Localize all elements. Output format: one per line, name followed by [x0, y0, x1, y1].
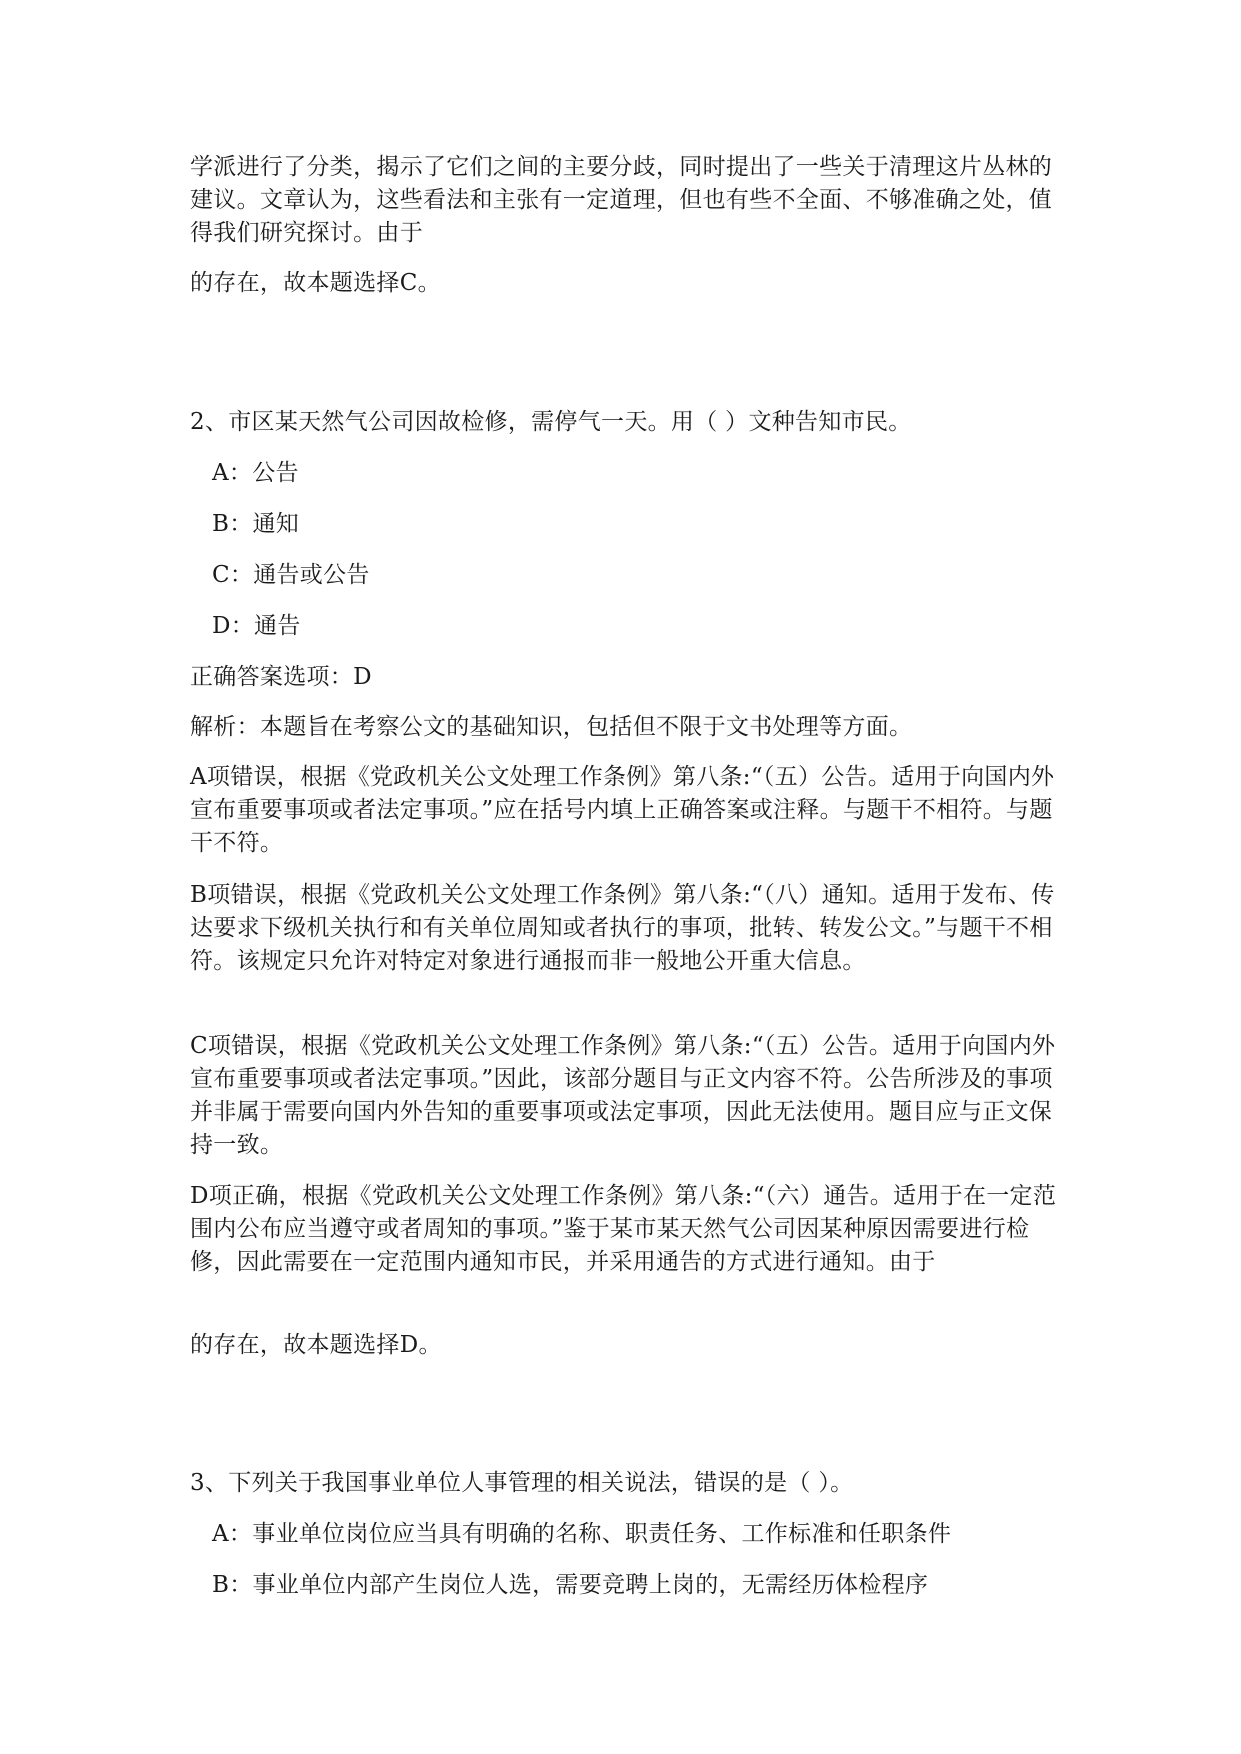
prev-analysis-tail: 学派进行了分类，揭示了它们之间的主要分歧，同时提出了一些关于清理这片丛林的建议。文章认为，这些看法和主张有一定道理，但也有些不全面、不够准确之处，值得我们研究探讨。由于	[190, 154, 1053, 246]
question-2-answer: 正确答案选项：D	[190, 664, 372, 690]
question-2-analysis-b: B项错误，根据《党政机关公文处理工作条例》第八条:“（八）通知。适用于发布、传达要求下级机关执行和有关单位周知或者执行的事项，批转、转发公文。”与题干不相符。该规定只允许对特定对象进行通报而非一般地公开重大信息。	[190, 882, 1055, 974]
question-2-stem: 2、市区某天然气公司因故检修，需停气一天。用（ ）文种告知市民。	[190, 409, 912, 435]
question-2-conclusion: 的存在，故本题选择D。	[190, 1332, 442, 1358]
question-2-option-c: C：通告或公告	[212, 562, 370, 588]
question-3-stem: 3、下列关于我国事业单位人事管理的相关说法，错误的是（ ）。	[190, 1470, 854, 1496]
question-3-option-a: A：事业单位岗位应当具有明确的名称、职责任务、工作标准和任职条件	[212, 1521, 952, 1547]
question-2-analysis-a: A项错误，根据《党政机关公文处理工作条例》第八条:“（五）公告。适用于向国内外宣布重要事项或者法定事项。”应在括号内填上正确答案或注释。与题干不相符。与题干不符。	[190, 764, 1055, 856]
question-2-analysis-d: D项正确，根据《党政机关公文处理工作条例》第八条:“（六）通告。适用于在一定范围内公布应当遵守或者周知的事项。”鉴于某市某天然气公司因某种原因需要进行检修，因此需要在一定范围内通知市民，并采用通告的方式进行通知。由于	[190, 1183, 1057, 1275]
question-2-analysis-c: C项错误，根据《党政机关公文处理工作条例》第八条:“（五）公告。适用于向国内外宣布重要事项或者法定事项。”因此，该部分题目与正文内容不符。公告所涉及的事项并非属于需要向国内外告知的重要事项或法定事项，因此无法使用。题目应与正文保持一致。	[190, 1033, 1056, 1158]
question-2-option-d: D：通告	[212, 613, 301, 639]
question-2-option-b: B：通知	[212, 511, 300, 537]
question-2-analysis-intro: 解析：本题旨在考察公文的基础知识，包括但不限于文书处理等方面。	[190, 714, 913, 740]
question-2-option-a: A：公告	[212, 460, 299, 486]
prev-conclusion: 的存在，故本题选择C。	[190, 270, 441, 296]
question-3-option-b: B：事业单位内部产生岗位人选，需要竞聘上岗的，无需经历体检程序	[212, 1572, 929, 1598]
